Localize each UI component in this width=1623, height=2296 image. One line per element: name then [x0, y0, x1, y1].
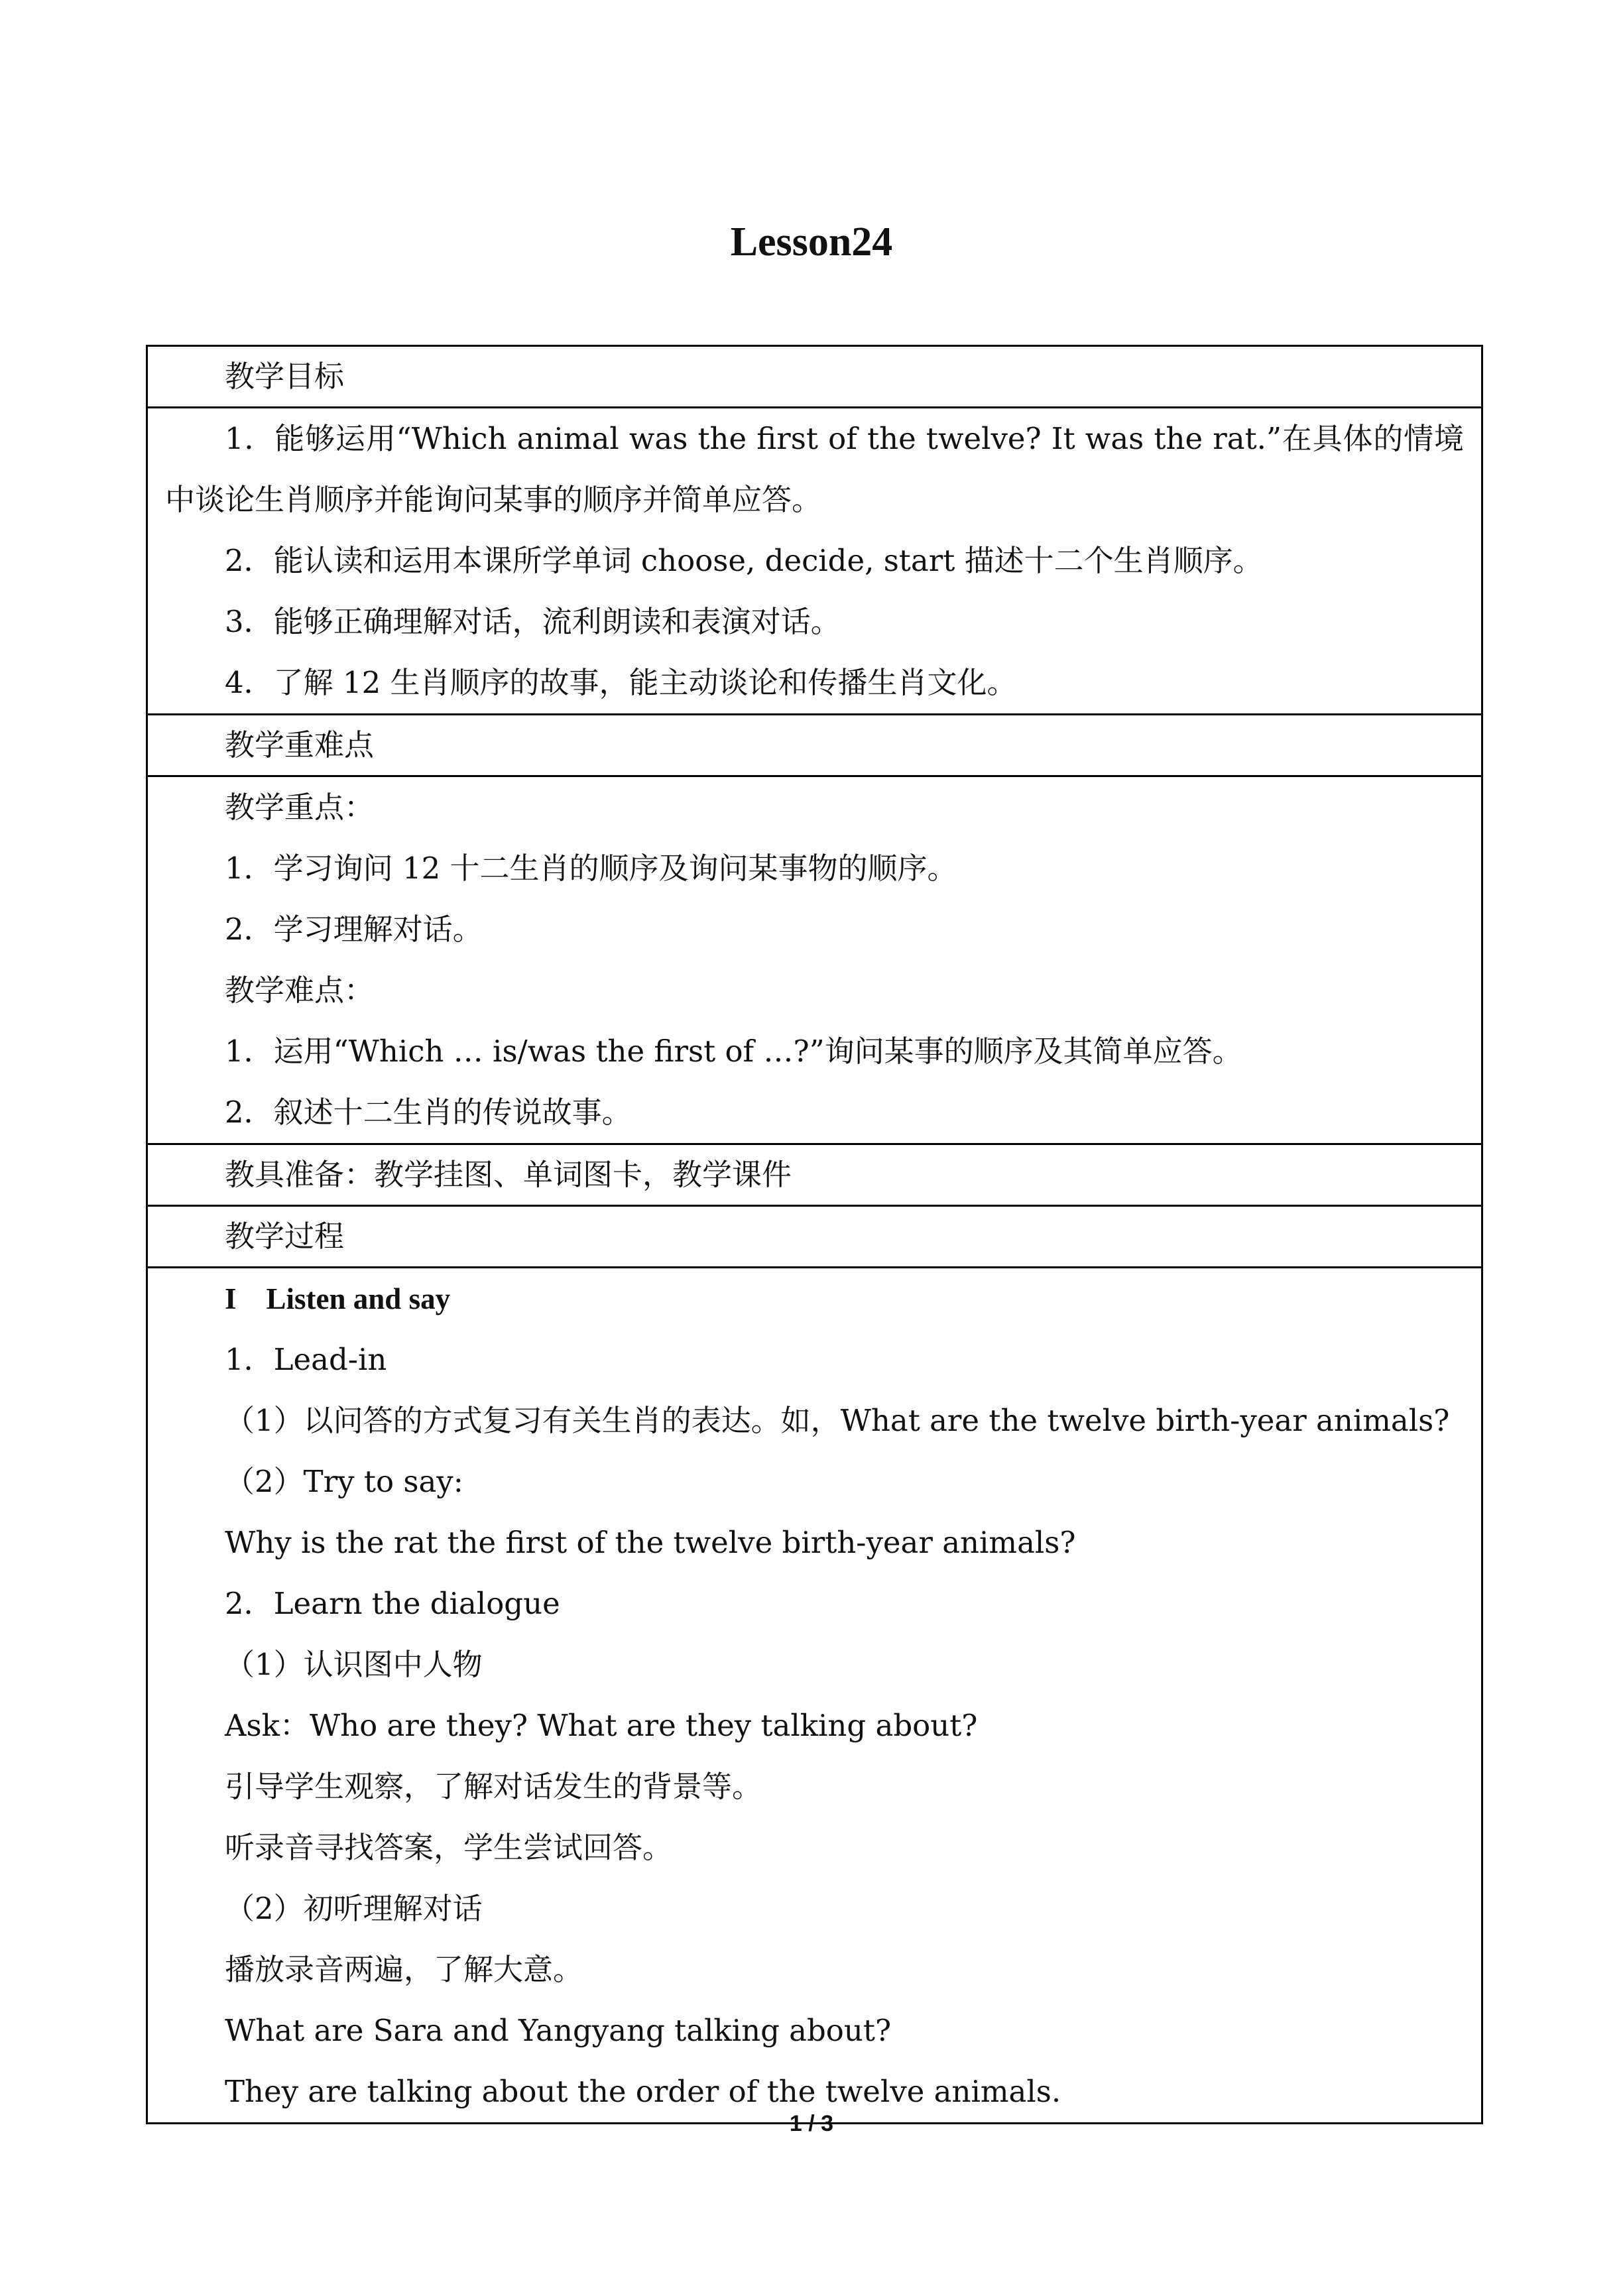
- process-line: （2）初听理解对话: [225, 1891, 483, 1926]
- objective-item: 1．能够运用“Which animal was the first of the twelve? It was the rat.”在具体的情境中谈论生肖顺序并能询问某事的顺序并简单应答。: [165, 421, 1464, 517]
- objective-item: 2．能认读和运用本课所学单词 choose, decide, start 描述十二个生肖顺序。: [225, 543, 1263, 578]
- process-line: 听录音寻找答案，学生尝试回答。: [225, 1830, 673, 1865]
- difficulty-label: 教学难点：: [225, 973, 375, 1008]
- difficulty-item: 1．运用“Which … is/was the first of …?”询问某事的顺序及其简单应答。: [225, 1034, 1242, 1069]
- difficulty-item: 2．叙述十二生肖的传说故事。: [225, 1095, 632, 1130]
- process-line: What are Sara and Yangyang talking about?: [225, 2013, 892, 2048]
- process-header-row: [148, 1205, 1481, 1266]
- process-line: （1）认识图中人物: [225, 1647, 483, 1682]
- key-points-header: 教学重难点: [225, 727, 375, 762]
- objective-item: 4．了解 12 生肖顺序的故事，能主动谈论和传播生肖文化。: [225, 665, 1017, 700]
- process-line: 播放录音两遍，了解大意。: [225, 1952, 583, 1987]
- focus-item: 1．学习询问 12 十二生肖的顺序及询问某事物的顺序。: [225, 851, 957, 886]
- lesson-plan-table: [146, 345, 1483, 2124]
- page-title: Lesson24: [730, 219, 893, 265]
- process-line: Ask：Who are they? What are they talking about?: [225, 1708, 978, 1743]
- process-header: 教学过程: [225, 1219, 345, 1254]
- key-points-header-row: [148, 713, 1481, 775]
- materials-row: [148, 1143, 1481, 1205]
- focus-item: 2．学习理解对话。: [225, 912, 483, 947]
- process-line: 2．Learn the dialogue: [225, 1586, 560, 1621]
- process-line: 1．Lead-in: [225, 1342, 387, 1377]
- objective-item: 3．能够正确理解对话，流利朗读和表演对话。: [225, 604, 841, 639]
- objectives-header-row: [148, 347, 1481, 406]
- objectives-header: 教学目标: [225, 359, 345, 394]
- page-number: 1 / 3: [789, 2111, 834, 2136]
- process-line: （2）Try to say:: [225, 1464, 463, 1499]
- materials-text: 教具准备：教学挂图、单词图卡，教学课件: [225, 1157, 792, 1192]
- focus-label: 教学重点：: [225, 790, 375, 825]
- process-line: 引导学生观察，了解对话发生的背景等。: [225, 1769, 762, 1804]
- objectives-content-row: [148, 406, 1481, 713]
- process-section-heading: I Listen and say: [225, 1282, 451, 1315]
- process-content-row: [148, 1266, 1481, 2122]
- key-points-content-row: [148, 775, 1481, 1143]
- process-line: They are talking about the order of the twelve animals.: [225, 2074, 1061, 2109]
- process-line: Why is the rat the first of the twelve birth-year animals?: [225, 1525, 1076, 1560]
- process-line: （1）以问答的方式复习有关生肖的表达。如，What are the twelve birth-year animals?: [225, 1403, 1450, 1438]
